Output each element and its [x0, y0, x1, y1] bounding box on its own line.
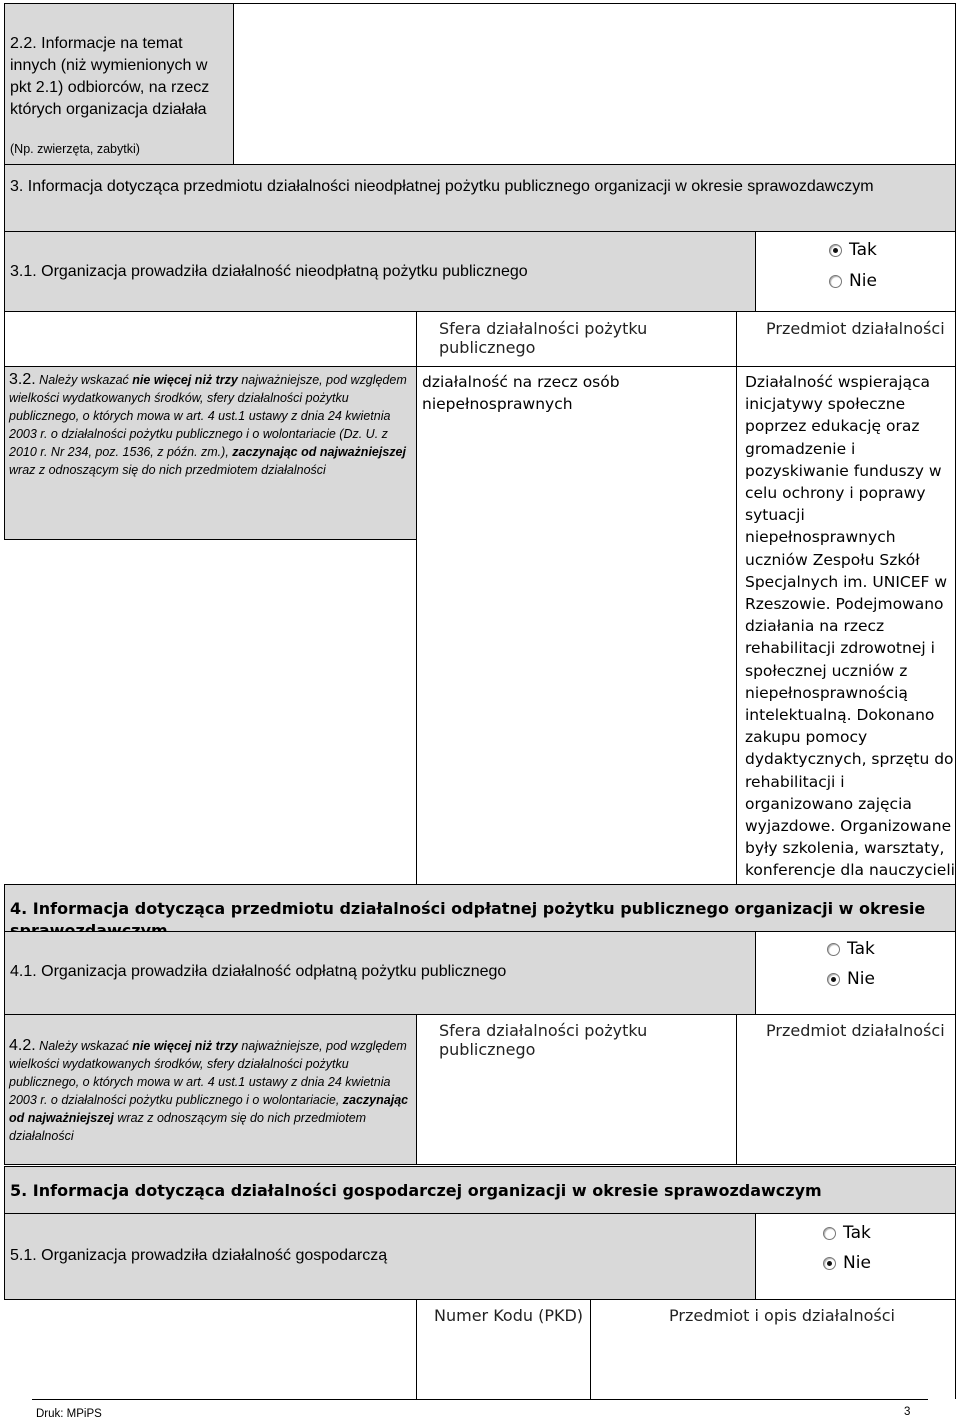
- s41-radio-tak[interactable]: [827, 939, 875, 959]
- s42-question: [4, 1014, 417, 1165]
- s5-header-text: 5. Informacja dotycząca działalności gospodarczej organizacji w okresie sprawozdawczym: [10, 1181, 822, 1200]
- s52-col-pkd: [416, 1299, 591, 1399]
- s42-col-przedmiot[interactable]: [736, 1014, 956, 1165]
- s52-col-opis: [590, 1299, 956, 1399]
- s52-corner-cell: [4, 1299, 417, 1399]
- s31-text: 3.1. Organizacja prowadziła działalność nieodpłatną pożytku publicznego: [10, 263, 528, 280]
- s31-radio-tak[interactable]: [829, 240, 877, 260]
- s52-col-opis-label: Przedmiot i opis działalności: [669, 1306, 895, 1325]
- s32-question: [4, 366, 417, 540]
- s4-header: [4, 884, 956, 932]
- s3-header-text: 3. Informacja dotycząca przedmiotu działalności nieodpłatnej pożytku publicznego organizacji w okresie sprawozdawczym: [10, 178, 874, 195]
- s42-num: 4.2.: [9, 1037, 36, 1054]
- s51-text: 5.1. Organizacja prowadziła działalność gospodarczą: [10, 1247, 388, 1264]
- s42-part-d: zaczynając od najważniejszej: [9, 1093, 409, 1125]
- s31-question: [4, 231, 756, 312]
- s41-question: [4, 931, 756, 1015]
- s22-title: 2.2. Informacje na temat innych (niż wymienionych w pkt 2.1) odbiorców, na rzecz których organizacja działała: [10, 35, 210, 118]
- radio-selected-icon: [829, 244, 842, 257]
- s32-col-przedmiot-label: Przedmiot działalności: [766, 319, 945, 338]
- footer-print-label: Druk: MPiPS: [36, 1408, 102, 1420]
- footer-rule: [32, 1399, 928, 1400]
- s22-value-field[interactable]: [233, 3, 956, 165]
- s22-label-cell: [4, 3, 234, 165]
- radio-empty-icon: [829, 275, 842, 288]
- s52-col-pkd-label: Numer Kodu (PKD): [434, 1306, 584, 1325]
- s41-radio-cell: [755, 931, 956, 1015]
- s42-col-sfera-label: Sfera działalności pożytku publicznego: [439, 1021, 648, 1059]
- s51-question: [4, 1213, 756, 1300]
- s31-radio-nie-label: Nie: [849, 271, 877, 291]
- s32-sfera-value: działalność na rzecz osób niepełnosprawnych: [422, 373, 620, 414]
- s32-num: 3.2.: [9, 371, 36, 388]
- radio-selected-icon: [827, 973, 840, 986]
- s32-przedmiot-field[interactable]: [736, 366, 956, 885]
- s32-col-sfera: [416, 311, 737, 367]
- footer-page-number: 3: [904, 1406, 911, 1418]
- s51-radio-nie[interactable]: [823, 1253, 871, 1273]
- s51-radio-cell: [755, 1213, 956, 1300]
- s31-radio-tak-label: Tak: [849, 240, 877, 260]
- s42-text: [9, 1037, 412, 1145]
- s31-radio-nie[interactable]: [829, 271, 877, 291]
- s41-radio-nie-label: Nie: [847, 969, 875, 989]
- s32-part-d: zaczynając od najważniejszej: [232, 445, 406, 459]
- s42-part-a: Należy wskazać: [39, 1039, 129, 1053]
- s31-radio-cell: [755, 231, 956, 312]
- s32-part-e: wraz z odnoszącym się do nich przedmiotem działalności: [9, 463, 326, 477]
- radio-empty-icon: [823, 1227, 836, 1240]
- s51-radio-nie-label: Nie: [843, 1253, 871, 1273]
- radio-empty-icon: [827, 943, 840, 956]
- s42-col-przedmiot-label: Przedmiot działalności: [766, 1021, 945, 1040]
- s41-radio-nie[interactable]: [827, 969, 875, 989]
- s41-radio-tak-label: Tak: [847, 939, 875, 959]
- s32-part-b: nie więcej niż trzy: [132, 373, 238, 387]
- s42-col-sfera[interactable]: [416, 1014, 737, 1165]
- s32-text: [9, 371, 412, 479]
- s32-part-c: najważniejsze, pod względem wielkości wydatkowanych środków, sfery działalności pożytku publicznego, o których mowa w art. 4 ust.1 ustawy z dnia 24 kwietnia 2003 r. o działalności pożytku publicznego i o wolontariacie (Dz. U. z 2010 r. Nr 234, poz. 1536, z późn. zm.),: [9, 373, 407, 459]
- s5-header: [4, 1166, 956, 1214]
- s51-radio-tak-label: Tak: [843, 1223, 871, 1243]
- radio-selected-icon: [823, 1257, 836, 1270]
- s32-col-sfera-label: Sfera działalności pożytku publicznego: [439, 319, 648, 357]
- s42-part-c: najważniejsze, pod względem wielkości wydatkowanych środków, sfery działalności pożytku publicznego, o których mowa w art. 4 ust.1 ustawy z dnia 24 kwietnia 2003 r. o działalności pożytku publicznego i o wolontariacie,: [9, 1039, 407, 1107]
- s32-col-przedmiot: [736, 311, 956, 367]
- s22-note: (Np. zwierzęta, zabytki): [10, 142, 140, 156]
- s3-header: [4, 164, 956, 232]
- s32-corner-cell: [4, 311, 417, 367]
- s51-radio-tak[interactable]: [823, 1223, 871, 1243]
- s42-part-e: wraz z odnoszącym się do nich przedmiotem działalności: [9, 1111, 367, 1143]
- s41-text: 4.1. Organizacja prowadziła działalność odpłatną pożytku publicznego: [10, 963, 507, 980]
- s32-sfera-field[interactable]: [416, 366, 737, 885]
- s42-part-b: nie więcej niż trzy: [132, 1039, 238, 1053]
- s4-header-text: 4. Informacja dotycząca przedmiotu działalności odpłatnej pożytku publicznego organizacji w okresie: [10, 899, 926, 918]
- s32-przedmiot-value: Działalność wspierająca inicjatywy społeczne poprzez edukację oraz gromadzenie i pozyskiwanie funduszy w celu ochrony i poprawy sytuacji niepełnosprawnych uczniów Zespołu Szkół Specjalnych im. UNICEF w Rzeszowie. Podejmowano działania na rzecz rehabilitacji zdrowotnej i społecznej uczniów z niepełnosprawnością intelektualną. Dokonano zakupu pomocy dydaktycznych, sprzętu do rehabilitacji i organizowano zajęcia wyjazdowe. Organizowane były szkolenia, warsztaty, konferencje dla nauczycieli: [745, 373, 955, 880]
- s32-part-a: Należy wskazać: [39, 373, 129, 387]
